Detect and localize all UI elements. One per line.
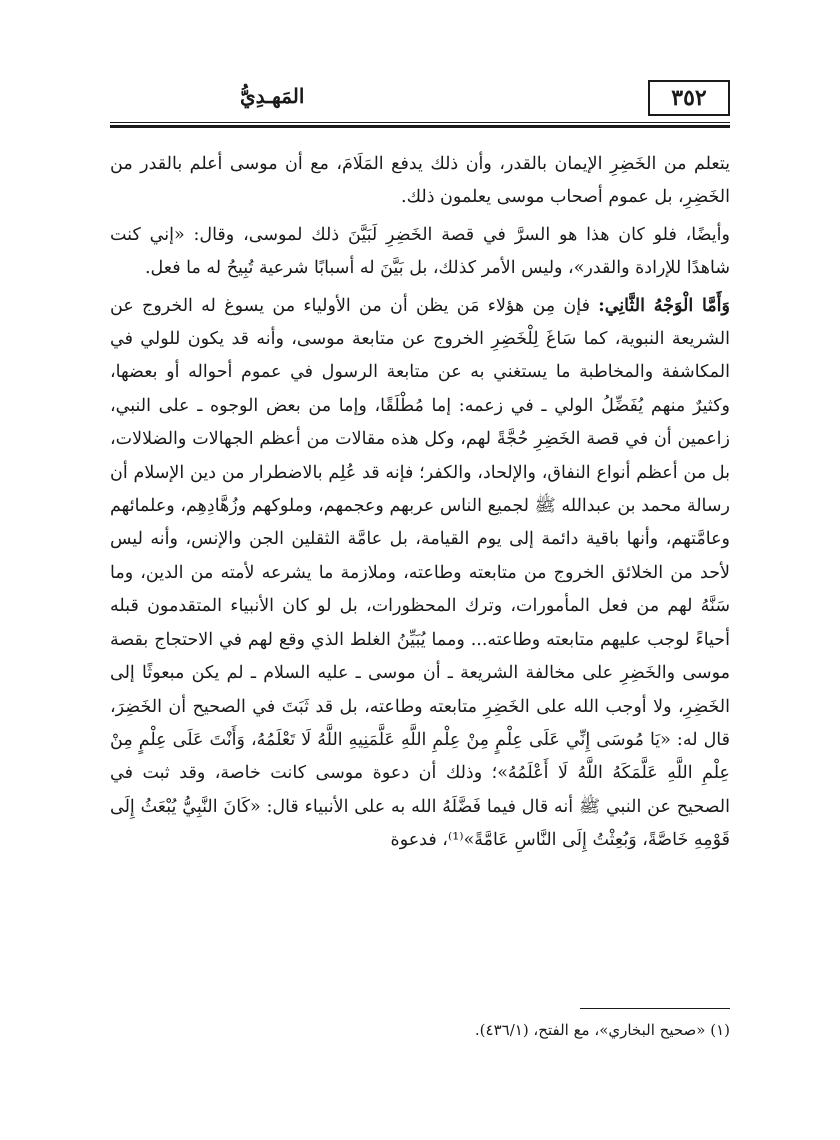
paragraph — [110, 290, 730, 858]
header-rule-thick — [110, 125, 730, 128]
paragraph-body: فإن مِن هؤلاء مَن يظن أن من الأولياء من يسوغ له الخروج عن الشريعة النبوية، كما سَاغَ لِلْخَضِرِ الخروج عن متابعة موسى، وأنه قد يكون للولي في المكاشفة والمخاطبة ما يستغني به عن متابعة الرسول في عموم أحواله أو بعضها، وكثيرٌ منهم يُفَضِّلُ الولي ـ في زعمه: إما مُطْلَقًا، وإما من بعض الوجوه ـ على النبي، زاعمين أن في قصة الخَضِرِ حُجَّةً لهم، وكل هذه مقالات من أعظم الجهالات والضلالات، بل من أعظم أنواع النفاق، والإلحاد، والكفر؛ فإنه قد عُلِم بالاضطرار من دين الإسلام أن رسالة محمد بن عبدالله ﷺ لجميع الناس عربهم وعجمهم، وملوكهم وزُهَّادِهِم، وعلمائهم وعامَّتهم، وأنها باقية دائمة إلى يوم القيامة، بل عامَّة الثقلين الجن والإنس، وأنه ليس لأحد من الخلائق الخروج من متابعته وطاعته، وملازمة ما يشرعه لأمته من الدين، وما سَنَّهُ لهم من فعل المأمورات، وترك المحظورات، بل لو كان الأنبياء المتقدمون قبله أحياءً لوجب عليهم متابعته وطاعته... ومما يُبَيِّنُ الغلط الذي وقع لهم في الاحتجاج بقصة موسى والخَضِرِ على مخالفة الشريعة ـ أن موسى ـ عليه السلام ـ لم يكن مبعوثًا إلى الخَضِرِ، ولا أوجب الله على الخَضِرِ متابعته وطاعته، بل قد ثَبَتَ في الصحيح أن الخَضِرَ، قال له: «يَا مُوسَى إِنِّي عَلَى عِلْمٍ مِنْ عِلْمِ اللَّهِ عَلَّمَنِيهِ اللَّهُ لَا تَعْلَمُهُ، وَأَنْتَ عَلَى عِلْمٍ مِنْ عِلْمِ اللَّهِ عَلَّمَكَهُ اللَّهُ لَا أَعْلَمُهُ»؛ وذلك أن دعوة موسى كانت خاصة، وقد ثبت في الصحيح عن النبي ﷺ أنه قال فيما فَضَّلَهُ الله به على الأنبياء قال: «كَانَ النَّبِيُّ يُبْعَثُ إِلَى قَوْمِهِ خَاصَّةً، وَبُعِثْتُ إِلَى النَّاسِ عَامَّةً»⁽¹⁾، فدعوة — [110, 295, 730, 851]
footnotes — [110, 1008, 730, 1041]
footnote-rule — [580, 1008, 730, 1009]
body-text — [110, 148, 730, 858]
header-rule-thin — [110, 122, 730, 123]
page-header — [110, 70, 730, 132]
section-heading-phrase: وَأَمَّا الْوَجْهُ الثَّانِي: — [598, 295, 730, 316]
page-number: ٣٥٢ — [648, 80, 730, 116]
page — [110, 70, 730, 1090]
paragraph — [110, 219, 730, 286]
footnote: (١) «صحيح البخاري»، مع الفتح، (٤٣٦/١). — [474, 1021, 730, 1039]
header-rule — [110, 122, 730, 128]
running-title: المَهـدِيُّ — [240, 84, 305, 108]
section-heading-phrase: وأيضًا، فلو كان هذا هو السرَّ في قصة الخَضِرِ لَبَيَّنَ ذلك لموسى، وقال: «إني كنت شاهدًا للإرادة والقدر»، وليس الأمر كذلك، بل بَيَّنَ له أسبابًا شرعية تُبِيحُ له ما فعل. — [110, 224, 730, 279]
paragraph: يتعلم من الخَضِرِ الإيمان بالقدر، وأن ذلك يدفع المَلَامَ، مع أن موسى أعلم بالقدر من الخَضِرِ، بل عموم أصحاب موسى يعلمون ذلك. — [110, 154, 730, 208]
